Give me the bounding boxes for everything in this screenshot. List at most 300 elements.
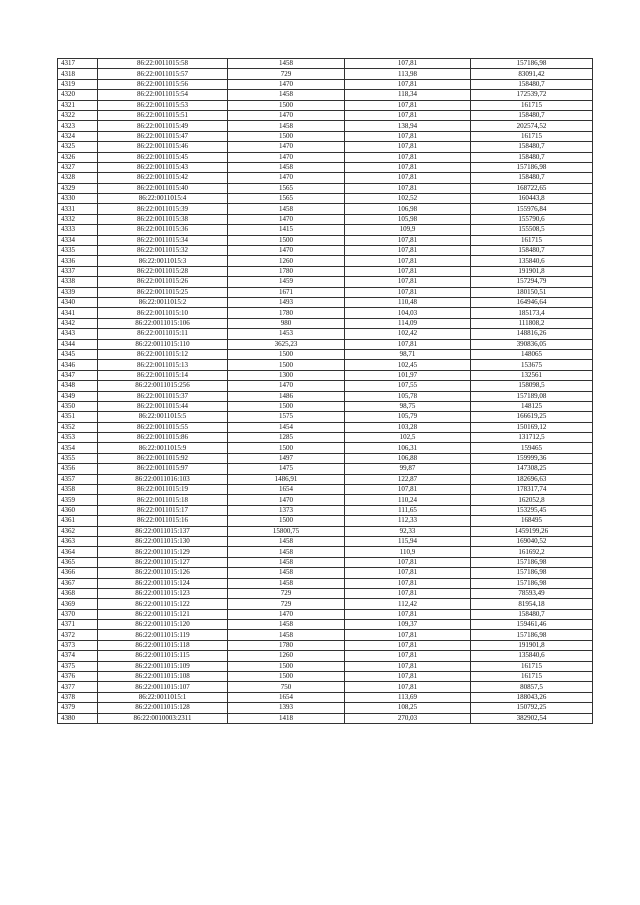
cadastral-value-cell: 191901,8 [471, 266, 593, 276]
table-row [58, 360, 593, 370]
cadastral-number-cell: 86:22:0011016:103 [98, 474, 228, 484]
cadastral-value-cell: 161692,2 [471, 547, 593, 557]
row-number-cell: 4337 [58, 266, 98, 276]
unit-value-cell: 107,55 [345, 381, 471, 391]
table-row [58, 713, 593, 723]
cadastral-number-cell: 86:22:0011015:34 [98, 235, 228, 245]
row-number-cell: 4325 [58, 142, 98, 152]
table-row [58, 391, 593, 401]
cadastral-value-cell: 158480,7 [471, 79, 593, 89]
cadastral-number-cell: 86:22:0011015:256 [98, 381, 228, 391]
cadastral-number-cell: 86:22:0011015:92 [98, 453, 228, 463]
row-number-cell: 4370 [58, 609, 98, 619]
cadastral-value-cell: 162052,8 [471, 495, 593, 505]
area-cell: 1497 [228, 453, 345, 463]
cadastral-number-cell: 86:22:0011015:11 [98, 329, 228, 339]
table-row [58, 142, 593, 152]
table-row [58, 505, 593, 515]
table-row [58, 69, 593, 79]
cadastral-value-cell: 164946,64 [471, 297, 593, 307]
unit-value-cell: 107,81 [345, 640, 471, 650]
cadastral-value-cell: 159999,36 [471, 453, 593, 463]
cadastral-number-cell: 86:22:0011015:130 [98, 536, 228, 546]
cadastral-number-cell: 86:22:0011015:121 [98, 609, 228, 619]
cadastral-number-cell: 86:22:0011015:18 [98, 495, 228, 505]
area-cell: 980 [228, 318, 345, 328]
row-number-cell: 4339 [58, 287, 98, 297]
table-row [58, 651, 593, 661]
cadastral-value-cell: 157186,98 [471, 630, 593, 640]
cadastral-value-cell: 83091,42 [471, 69, 593, 79]
unit-value-cell: 115,94 [345, 536, 471, 546]
unit-value-cell: 107,81 [345, 59, 471, 69]
area-cell: 1458 [228, 536, 345, 546]
table-row [58, 214, 593, 224]
unit-value-cell: 107,81 [345, 277, 471, 287]
cadastral-number-cell: 86:22:0011015:118 [98, 640, 228, 650]
row-number-cell: 4358 [58, 485, 98, 495]
cadastral-value-cell: 150169,12 [471, 422, 593, 432]
area-cell: 1470 [228, 214, 345, 224]
cadastral-number-cell: 86:22:0011015:39 [98, 204, 228, 214]
row-number-cell: 4359 [58, 495, 98, 505]
cadastral-number-cell: 86:22:0011015:106 [98, 318, 228, 328]
area-cell: 1300 [228, 370, 345, 380]
unit-value-cell: 107,81 [345, 183, 471, 193]
table-row [58, 578, 593, 588]
unit-value-cell: 107,81 [345, 162, 471, 172]
cadastral-value-cell: 160443,8 [471, 194, 593, 204]
unit-value-cell: 107,81 [345, 256, 471, 266]
table-body [58, 59, 593, 724]
table-row [58, 183, 593, 193]
row-number-cell: 4367 [58, 578, 98, 588]
row-number-cell: 4374 [58, 651, 98, 661]
unit-value-cell: 138,94 [345, 121, 471, 131]
cadastral-value-cell: 147308,25 [471, 464, 593, 474]
cadastral-value-cell: 132561 [471, 370, 593, 380]
cadastral-value-cell: 158480,7 [471, 609, 593, 619]
unit-value-cell: 107,81 [345, 630, 471, 640]
table-row [58, 318, 593, 328]
area-cell: 1500 [228, 401, 345, 411]
row-number-cell: 4345 [58, 349, 98, 359]
cadastral-value-cell: 161715 [471, 100, 593, 110]
cadastral-value-cell: 161715 [471, 661, 593, 671]
cadastral-value-cell: 382902,54 [471, 713, 593, 723]
cadastral-number-cell: 86:22:0011015:25 [98, 287, 228, 297]
cadastral-number-cell: 86:22:0011015:55 [98, 422, 228, 432]
cadastral-value-cell: 166619,25 [471, 412, 593, 422]
area-cell: 1654 [228, 485, 345, 495]
cadastral-value-cell: 78593,49 [471, 588, 593, 598]
cadastral-number-cell: 86:22:0010003:2311 [98, 713, 228, 723]
unit-value-cell: 111,65 [345, 505, 471, 515]
row-number-cell: 4335 [58, 246, 98, 256]
unit-value-cell: 107,81 [345, 131, 471, 141]
row-number-cell: 4378 [58, 692, 98, 702]
row-number-cell: 4347 [58, 370, 98, 380]
area-cell: 1458 [228, 204, 345, 214]
cadastral-number-cell: 86:22:0011015:58 [98, 59, 228, 69]
cadastral-value-cell: 180150,51 [471, 287, 593, 297]
row-number-cell: 4357 [58, 474, 98, 484]
area-cell: 1458 [228, 121, 345, 131]
table-row [58, 225, 593, 235]
cadastral-number-cell: 86:22:0011015:3 [98, 256, 228, 266]
area-cell: 1470 [228, 381, 345, 391]
row-number-cell: 4366 [58, 568, 98, 578]
area-cell: 1458 [228, 90, 345, 100]
unit-value-cell: 107,81 [345, 557, 471, 567]
unit-value-cell: 102,42 [345, 329, 471, 339]
row-number-cell: 4343 [58, 329, 98, 339]
row-number-cell: 4342 [58, 318, 98, 328]
unit-value-cell: 107,81 [345, 339, 471, 349]
unit-value-cell: 107,81 [345, 287, 471, 297]
table-row [58, 495, 593, 505]
cadastral-value-cell: 161715 [471, 131, 593, 141]
unit-value-cell: 107,81 [345, 672, 471, 682]
row-number-cell: 4350 [58, 401, 98, 411]
cadastral-value-cell: 161715 [471, 672, 593, 682]
cadastral-value-cell: 185173,4 [471, 308, 593, 318]
cadastral-value-cell: 131712,5 [471, 433, 593, 443]
table-row [58, 640, 593, 650]
area-cell: 1470 [228, 152, 345, 162]
unit-value-cell: 107,81 [345, 79, 471, 89]
unit-value-cell: 107,81 [345, 100, 471, 110]
area-cell: 1500 [228, 443, 345, 453]
table-row [58, 422, 593, 432]
cadastral-value-cell: 161715 [471, 235, 593, 245]
cadastral-number-cell: 86:22:0011015:17 [98, 505, 228, 515]
unit-value-cell: 108,25 [345, 703, 471, 713]
cadastral-value-cell: 172539,72 [471, 90, 593, 100]
cadastral-number-cell: 86:22:0011015:47 [98, 131, 228, 141]
cadastral-value-cell: 158480,7 [471, 142, 593, 152]
area-cell: 1500 [228, 131, 345, 141]
cadastral-number-cell: 86:22:0011015:86 [98, 433, 228, 443]
cadastral-value-table [57, 58, 593, 724]
table-row [58, 588, 593, 598]
row-number-cell: 4379 [58, 703, 98, 713]
table-row [58, 297, 593, 307]
row-number-cell: 4364 [58, 547, 98, 557]
unit-value-cell: 106,88 [345, 453, 471, 463]
table-row [58, 474, 593, 484]
cadastral-number-cell: 86:22:0011015:56 [98, 79, 228, 89]
cadastral-value-cell: 153675 [471, 360, 593, 370]
area-cell: 1458 [228, 162, 345, 172]
cadastral-value-cell: 157189,08 [471, 391, 593, 401]
cadastral-number-cell: 86:22:0011015:14 [98, 370, 228, 380]
cadastral-value-cell: 135840,6 [471, 256, 593, 266]
row-number-cell: 4373 [58, 640, 98, 650]
cadastral-number-cell: 86:22:0011015:119 [98, 630, 228, 640]
row-number-cell: 4365 [58, 557, 98, 567]
cadastral-number-cell: 86:22:0011015:12 [98, 349, 228, 359]
table-row [58, 121, 593, 131]
table-row [58, 287, 593, 297]
cadastral-number-cell: 86:22:0011015:44 [98, 401, 228, 411]
unit-value-cell: 110,9 [345, 547, 471, 557]
cadastral-number-cell: 86:22:0011015:36 [98, 225, 228, 235]
unit-value-cell: 107,81 [345, 152, 471, 162]
table-row [58, 308, 593, 318]
area-cell: 1459 [228, 277, 345, 287]
row-number-cell: 4354 [58, 443, 98, 453]
cadastral-number-cell: 86:22:0011015:123 [98, 588, 228, 598]
row-number-cell: 4355 [58, 453, 98, 463]
area-cell: 1470 [228, 110, 345, 120]
cadastral-value-cell: 188043,26 [471, 692, 593, 702]
area-cell: 1470 [228, 246, 345, 256]
cadastral-value-cell: 182696,63 [471, 474, 593, 484]
table-row [58, 599, 593, 609]
cadastral-number-cell: 86:22:0011015:127 [98, 557, 228, 567]
table-row [58, 453, 593, 463]
cadastral-value-cell: 158480,7 [471, 152, 593, 162]
cadastral-value-cell: 159461,46 [471, 620, 593, 630]
unit-value-cell: 106,31 [345, 443, 471, 453]
cadastral-number-cell: 86:22:0011015:42 [98, 173, 228, 183]
row-number-cell: 4368 [58, 588, 98, 598]
table-row [58, 443, 593, 453]
cadastral-number-cell: 86:22:0011015:9 [98, 443, 228, 453]
area-cell: 1458 [228, 630, 345, 640]
area-cell: 1453 [228, 329, 345, 339]
area-cell: 15800,75 [228, 526, 345, 536]
table-row [58, 630, 593, 640]
unit-value-cell: 107,81 [345, 651, 471, 661]
area-cell: 1458 [228, 568, 345, 578]
area-cell: 750 [228, 682, 345, 692]
cadastral-number-cell: 86:22:0011015:46 [98, 142, 228, 152]
row-number-cell: 4340 [58, 297, 98, 307]
unit-value-cell: 107,81 [345, 682, 471, 692]
unit-value-cell: 103,28 [345, 422, 471, 432]
cadastral-number-cell: 86:22:0011015:2 [98, 297, 228, 307]
cadastral-value-cell: 202574,52 [471, 121, 593, 131]
row-number-cell: 4319 [58, 79, 98, 89]
cadastral-value-cell: 169040,52 [471, 536, 593, 546]
cadastral-number-cell: 86:22:0011015:28 [98, 266, 228, 276]
area-cell: 1458 [228, 557, 345, 567]
row-number-cell: 4351 [58, 412, 98, 422]
row-number-cell: 4341 [58, 308, 98, 318]
area-cell: 1565 [228, 194, 345, 204]
cadastral-value-cell: 157186,98 [471, 568, 593, 578]
row-number-cell: 4322 [58, 110, 98, 120]
row-number-cell: 4377 [58, 682, 98, 692]
unit-value-cell: 98,71 [345, 349, 471, 359]
cadastral-number-cell: 86:22:0011015:124 [98, 578, 228, 588]
unit-value-cell: 105,79 [345, 412, 471, 422]
row-number-cell: 4338 [58, 277, 98, 287]
area-cell: 1458 [228, 547, 345, 557]
cadastral-value-cell: 135840,6 [471, 651, 593, 661]
cadastral-number-cell: 86:22:0011015:40 [98, 183, 228, 193]
area-cell: 1575 [228, 412, 345, 422]
unit-value-cell: 106,98 [345, 204, 471, 214]
area-cell: 1470 [228, 495, 345, 505]
cadastral-number-cell: 86:22:0011015:45 [98, 152, 228, 162]
unit-value-cell: 102,5 [345, 433, 471, 443]
unit-value-cell: 104,03 [345, 308, 471, 318]
area-cell: 1565 [228, 183, 345, 193]
row-number-cell: 4352 [58, 422, 98, 432]
table-row [58, 401, 593, 411]
row-number-cell: 4375 [58, 661, 98, 671]
table-row [58, 204, 593, 214]
unit-value-cell: 107,81 [345, 266, 471, 276]
cadastral-value-cell: 148125 [471, 401, 593, 411]
cadastral-value-cell: 390836,05 [471, 339, 593, 349]
cadastral-value-cell: 153295,45 [471, 505, 593, 515]
unit-value-cell: 107,81 [345, 609, 471, 619]
unit-value-cell: 107,81 [345, 588, 471, 598]
area-cell: 1458 [228, 620, 345, 630]
unit-value-cell: 102,52 [345, 194, 471, 204]
cadastral-number-cell: 86:22:0011015:129 [98, 547, 228, 557]
unit-value-cell: 110,48 [345, 297, 471, 307]
cadastral-value-cell: 168722,65 [471, 183, 593, 193]
cadastral-value-cell: 178317,74 [471, 485, 593, 495]
cadastral-value-cell: 155508,5 [471, 225, 593, 235]
area-cell: 1415 [228, 225, 345, 235]
area-cell: 1671 [228, 287, 345, 297]
table-row [58, 100, 593, 110]
unit-value-cell: 114,09 [345, 318, 471, 328]
cadastral-value-cell: 168495 [471, 516, 593, 526]
row-number-cell: 4360 [58, 505, 98, 515]
row-number-cell: 4334 [58, 235, 98, 245]
cadastral-value-cell: 157294,79 [471, 277, 593, 287]
cadastral-value-cell: 155790,6 [471, 214, 593, 224]
unit-value-cell: 107,81 [345, 235, 471, 245]
area-cell: 1373 [228, 505, 345, 515]
cadastral-value-cell: 1459199,26 [471, 526, 593, 536]
area-cell: 1500 [228, 516, 345, 526]
row-number-cell: 4321 [58, 100, 98, 110]
unit-value-cell: 113,98 [345, 69, 471, 79]
area-cell: 1470 [228, 609, 345, 619]
table-row [58, 370, 593, 380]
row-number-cell: 4371 [58, 620, 98, 630]
table-row [58, 464, 593, 474]
cadastral-number-cell: 86:22:0011015:53 [98, 100, 228, 110]
table-row [58, 412, 593, 422]
cadastral-number-cell: 86:22:0011015:122 [98, 599, 228, 609]
table-row [58, 339, 593, 349]
area-cell: 3625,23 [228, 339, 345, 349]
unit-value-cell: 107,81 [345, 661, 471, 671]
area-cell: 1500 [228, 360, 345, 370]
cadastral-number-cell: 86:22:0011015:38 [98, 214, 228, 224]
table-row [58, 162, 593, 172]
cadastral-number-cell: 86:22:0011015:126 [98, 568, 228, 578]
area-cell: 1780 [228, 640, 345, 650]
row-number-cell: 4361 [58, 516, 98, 526]
area-cell: 1418 [228, 713, 345, 723]
cadastral-value-cell: 158480,7 [471, 246, 593, 256]
unit-value-cell: 122,87 [345, 474, 471, 484]
table-row [58, 672, 593, 682]
area-cell: 1486 [228, 391, 345, 401]
cadastral-value-cell: 80857,5 [471, 682, 593, 692]
table-row [58, 131, 593, 141]
area-cell: 1500 [228, 100, 345, 110]
table-row [58, 277, 593, 287]
row-number-cell: 4369 [58, 599, 98, 609]
table-row [58, 547, 593, 557]
row-number-cell: 4328 [58, 173, 98, 183]
row-number-cell: 4327 [58, 162, 98, 172]
cadastral-value-cell: 157186,98 [471, 557, 593, 567]
row-number-cell: 4332 [58, 214, 98, 224]
table-row [58, 90, 593, 100]
area-cell: 1458 [228, 59, 345, 69]
cadastral-number-cell: 86:22:0011015:137 [98, 526, 228, 536]
unit-value-cell: 92,33 [345, 526, 471, 536]
table-row [58, 661, 593, 671]
unit-value-cell: 107,81 [345, 110, 471, 120]
cadastral-value-cell: 111808,2 [471, 318, 593, 328]
unit-value-cell: 109,37 [345, 620, 471, 630]
unit-value-cell: 102,45 [345, 360, 471, 370]
row-number-cell: 4363 [58, 536, 98, 546]
table-row [58, 152, 593, 162]
area-cell: 1393 [228, 703, 345, 713]
area-cell: 1500 [228, 672, 345, 682]
row-number-cell: 4353 [58, 433, 98, 443]
table-row [58, 692, 593, 702]
cadastral-number-cell: 86:22:0011015:108 [98, 672, 228, 682]
unit-value-cell: 107,81 [345, 142, 471, 152]
cadastral-value-cell: 191901,8 [471, 640, 593, 650]
cadastral-value-cell: 157186,98 [471, 59, 593, 69]
cadastral-value-cell: 158480,7 [471, 173, 593, 183]
row-number-cell: 4318 [58, 69, 98, 79]
cadastral-value-cell: 157186,98 [471, 578, 593, 588]
cadastral-number-cell: 86:22:0011015:43 [98, 162, 228, 172]
unit-value-cell: 107,81 [345, 173, 471, 183]
unit-value-cell: 107,81 [345, 246, 471, 256]
cadastral-number-cell: 86:22:0011015:5 [98, 412, 228, 422]
area-cell: 1458 [228, 578, 345, 588]
unit-value-cell: 99,87 [345, 464, 471, 474]
area-cell: 1475 [228, 464, 345, 474]
unit-value-cell: 270,03 [345, 713, 471, 723]
cadastral-number-cell: 86:22:0011015:19 [98, 485, 228, 495]
row-number-cell: 4320 [58, 90, 98, 100]
table-row [58, 609, 593, 619]
cadastral-number-cell: 86:22:0011015:97 [98, 464, 228, 474]
area-cell: 1500 [228, 661, 345, 671]
cadastral-value-cell: 148816,26 [471, 329, 593, 339]
table-row [58, 173, 593, 183]
area-cell: 1493 [228, 297, 345, 307]
row-number-cell: 4317 [58, 59, 98, 69]
unit-value-cell: 109,9 [345, 225, 471, 235]
row-number-cell: 4372 [58, 630, 98, 640]
cadastral-value-cell: 158098,5 [471, 381, 593, 391]
row-number-cell: 4348 [58, 381, 98, 391]
cadastral-number-cell: 86:22:0011015:10 [98, 308, 228, 318]
unit-value-cell: 105,98 [345, 214, 471, 224]
area-cell: 729 [228, 588, 345, 598]
